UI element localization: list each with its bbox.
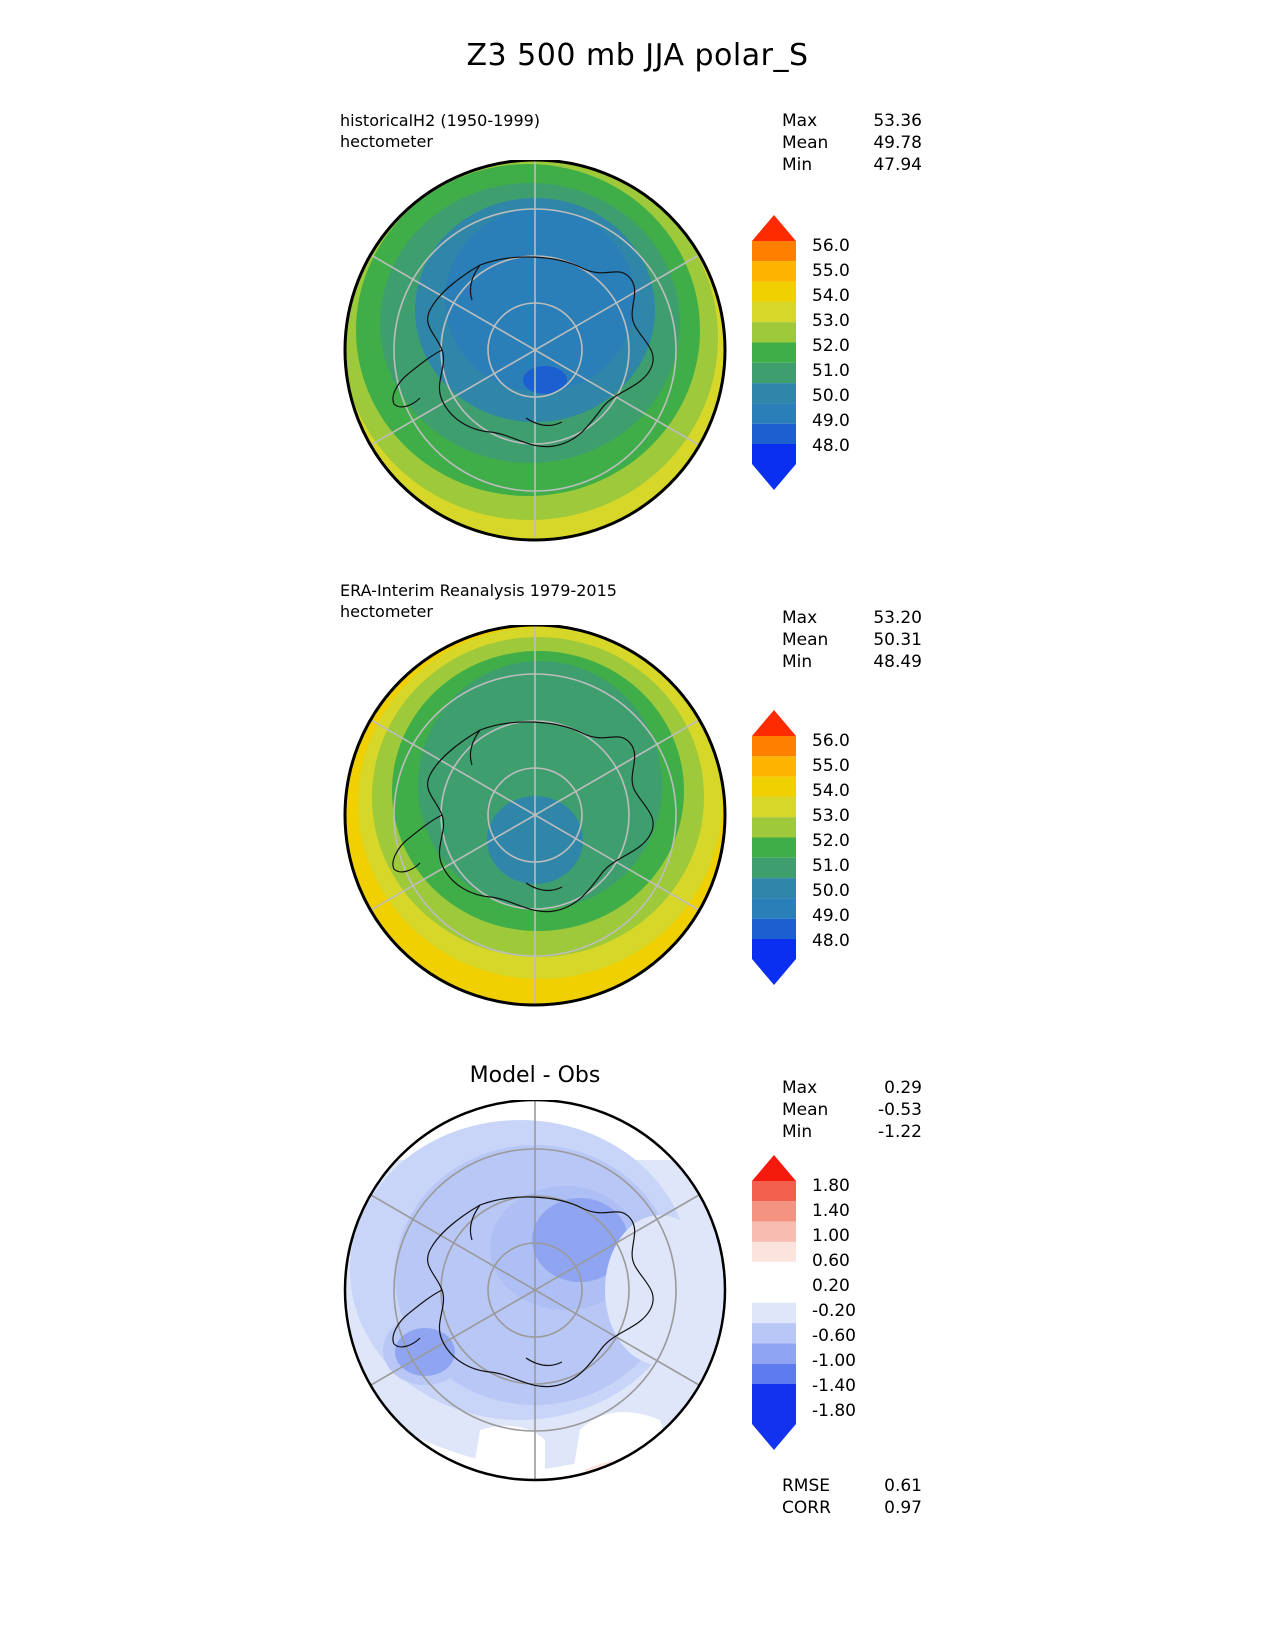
cbar-tick: 1.00 — [812, 1226, 850, 1246]
stat-value-max: 0.29 — [884, 1078, 922, 1098]
panel-obs-stats — [782, 607, 922, 673]
panel-difference-title: Model - Obs — [469, 1063, 601, 1088]
cbar-tick: -1.00 — [812, 1351, 856, 1371]
cbar-tick: 52.0 — [812, 336, 850, 356]
panel-obs-label-line1: ERA-Interim Reanalysis 1979-2015 — [340, 581, 617, 600]
cbar-tick: 1.40 — [812, 1201, 850, 1221]
cbar-tick: 48.0 — [812, 436, 850, 456]
panel-obs-label-line2: hectometer — [340, 602, 433, 621]
cbar-tick: 53.0 — [812, 806, 850, 826]
stat-value-max: 53.36 — [873, 111, 922, 131]
page-title: Z3 500 mb JJA polar_S — [466, 38, 809, 73]
colorbar-difference-labels — [812, 1176, 902, 1436]
stat-label-max: Max — [782, 608, 818, 628]
polar-map-obs — [330, 625, 740, 1025]
metric-value-corr: 0.97 — [884, 1498, 922, 1518]
cbar-tick: 50.0 — [812, 881, 850, 901]
metric-label-corr: CORR — [782, 1498, 831, 1518]
cbar-tick: 52.0 — [812, 831, 850, 851]
cbar-tick: 55.0 — [812, 756, 850, 776]
cbar-tick: 53.0 — [812, 311, 850, 331]
stat-value-mean: 49.78 — [873, 133, 922, 153]
stat-label-max: Max — [782, 1078, 818, 1098]
cbar-tick: 56.0 — [812, 236, 850, 256]
cbar-tick: 49.0 — [812, 906, 850, 926]
colorbar-model-labels — [812, 236, 902, 476]
metric-label-rmse: RMSE — [782, 1476, 831, 1496]
stat-label-min: Min — [782, 652, 813, 672]
cbar-tick: 56.0 — [812, 731, 850, 751]
stat-label-mean: Mean — [782, 133, 829, 153]
cbar-tick: 54.0 — [812, 781, 850, 801]
panel-difference-stats — [782, 1077, 922, 1143]
cbar-tick: 54.0 — [812, 286, 850, 306]
panel-model — [0, 0, 1275, 560]
panel-model-label-line2: hectometer — [340, 132, 433, 151]
cbar-tick: 51.0 — [812, 856, 850, 876]
stat-value-max: 53.20 — [873, 608, 922, 628]
metric-value-rmse: 0.61 — [884, 1476, 922, 1496]
cbar-tick: -0.60 — [812, 1326, 856, 1346]
cbar-tick: 50.0 — [812, 386, 850, 406]
stat-value-mean: -0.53 — [878, 1100, 922, 1120]
panel-model-stats — [782, 110, 922, 176]
cbar-tick: 51.0 — [812, 361, 850, 381]
stat-label-max: Max — [782, 111, 818, 131]
stat-label-mean: Mean — [782, 1100, 829, 1120]
cbar-tick: 1.80 — [812, 1176, 850, 1196]
cbar-tick: 48.0 — [812, 931, 850, 951]
cbar-tick: 0.60 — [812, 1251, 850, 1271]
cbar-tick: -1.80 — [812, 1401, 856, 1421]
panel-obs — [0, 560, 1275, 1060]
cbar-tick: 49.0 — [812, 411, 850, 431]
panel-difference-metrics — [782, 1475, 922, 1519]
cbar-tick: -1.40 — [812, 1376, 856, 1396]
panel-difference — [0, 1045, 1275, 1650]
stat-value-min: -1.22 — [878, 1122, 922, 1142]
stat-label-min: Min — [782, 155, 813, 175]
cbar-tick: 0.20 — [812, 1276, 850, 1296]
colorbar-difference — [750, 1155, 798, 1450]
cbar-tick: -0.20 — [812, 1301, 856, 1321]
polar-map-model — [330, 160, 740, 560]
polar-map-difference — [330, 1100, 740, 1500]
stat-label-min: Min — [782, 1122, 813, 1142]
stat-value-min: 47.94 — [873, 155, 922, 175]
colorbar-obs — [750, 710, 798, 985]
panel-model-label-line1: historicalH2 (1950-1999) — [340, 111, 541, 130]
colorbar-model — [750, 215, 798, 490]
stat-label-mean: Mean — [782, 630, 829, 650]
stat-value-mean: 50.31 — [873, 630, 922, 650]
colorbar-obs-labels — [812, 731, 902, 971]
cbar-tick: 55.0 — [812, 261, 850, 281]
stat-value-min: 48.49 — [873, 652, 922, 672]
